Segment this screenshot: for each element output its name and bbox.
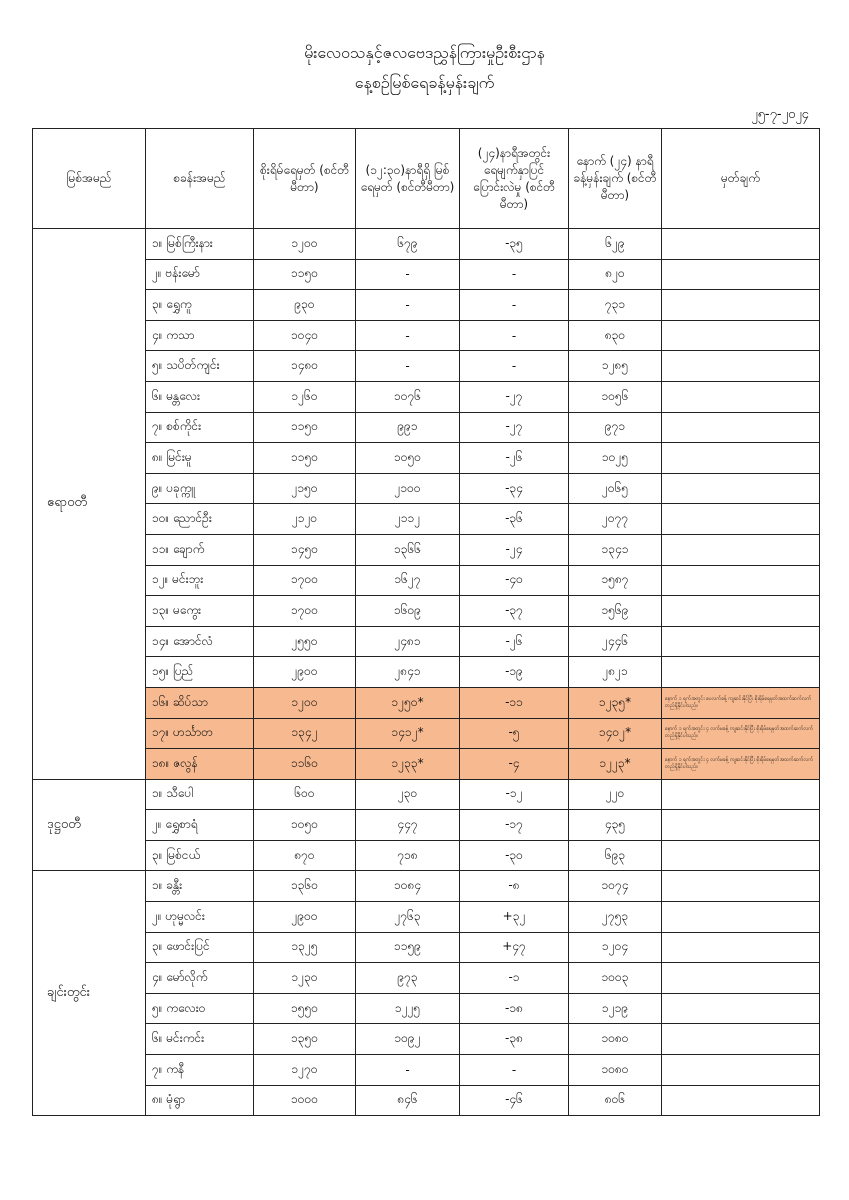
remarks-cell [662, 657, 820, 688]
station-name-cell: ၁၄။ အောင်လံ [146, 626, 254, 657]
table-row [33, 443, 820, 474]
forecast-cell: ၈၀၆ [569, 1085, 662, 1116]
table-row [33, 902, 820, 933]
table-row [33, 1055, 820, 1086]
station-name-cell: ၄။ ကသာ [146, 320, 254, 351]
danger-level-cell: ၁၁၅၀ [254, 412, 356, 443]
forecast-cell: ၁၄၀၂* [569, 718, 662, 749]
table-row [33, 504, 820, 535]
danger-level-cell: ၁၂၀၀ [254, 229, 356, 260]
danger-level-cell: ၁၂၆၀ [254, 381, 356, 412]
remarks-cell [662, 1085, 820, 1116]
remarks-cell: နောက် ၁ ရက်အတွင်း ပေလက်ခန့် ကျဆင်းနိုင်ပြီး စိုးရိမ်ရေမှတ်အထက်ဆက်လက်တည်ရှိနိုင်ပါသည်။ [662, 687, 820, 718]
forecast-cell: ၂၀၇၇ [569, 504, 662, 535]
forecast-cell: ၂၀၆၅ [569, 473, 662, 504]
station-name-cell: ၉။ ပခုက္ကူ [146, 473, 254, 504]
current-level-cell: ၇၁၈ [356, 840, 460, 871]
level-change-cell: -၂၄ [460, 534, 569, 565]
forecast-cell: ၈၃၀ [569, 320, 662, 351]
station-name-cell: ၃။ ဖောင်းပြင် [146, 932, 254, 963]
station-name-cell: ၁၅။ ပြည် [146, 657, 254, 688]
station-name-cell: ၃။ ရွှေကူ [146, 290, 254, 321]
level-change-cell: -၄၀ [460, 565, 569, 596]
table-row [33, 840, 820, 871]
level-change-cell: -၁၁ [460, 687, 569, 718]
station-name-cell: ၁။ မြစ်ကြီးနား [146, 229, 254, 260]
level-change-cell: -၃၅ [460, 229, 569, 260]
remarks-cell [662, 963, 820, 994]
current-level-cell: ၆၇၉ [356, 229, 460, 260]
current-level-cell: ၉၇၃ [356, 963, 460, 994]
danger-level-cell: ၁၇၀၀ [254, 596, 356, 627]
current-level-cell: ၁၃၆၆ [356, 534, 460, 565]
station-name-cell: ၈။ မြင်းမူ [146, 443, 254, 474]
page-subtitle: နေ့စဉ်မြစ်ရေခန့်မှန်းချက် [354, 73, 495, 92]
forecast-cell: ၁၂၁၉ [569, 993, 662, 1024]
forecast-cell: ၂၇၅၃ [569, 902, 662, 933]
current-level-cell: ၁၀၈၄ [356, 871, 460, 902]
station-name-cell: ၁၇။ ဟင်္သာတ [146, 718, 254, 749]
table-row [33, 810, 820, 841]
page-title: မိုးလေဝသနှင့်ဇလဗေဒညွှန်ကြားမှုဦးစီးဌာန [304, 43, 545, 62]
station-name-cell: ၂။ ဗန်းမော် [146, 259, 254, 290]
col-header-remarks: မှတ်ချက် [662, 129, 820, 229]
forecast-cell: ၂၄၄၆ [569, 626, 662, 657]
forecast-cell: ၆၂၉ [569, 229, 662, 260]
current-level-cell: ၁၁၅၉ [356, 932, 460, 963]
level-change-cell: +၃၂ [460, 902, 569, 933]
table-row [33, 963, 820, 994]
station-name-cell: ၁၁။ ချောက် [146, 534, 254, 565]
current-level-cell: ၁၂၂၅ [356, 993, 460, 1024]
remarks-cell [662, 626, 820, 657]
table-row [33, 687, 820, 718]
remarks-cell: နောက် ၁ ရက်အတွင်း ၄ လက်မခန့် ကျဆင်းနိုင်ပြီး စိုးရိမ်ရေမှတ်အထက်ဆက်လက်တည်ရှိနိုင်ပါသည်။ [662, 718, 820, 749]
level-change-cell: -၁၂ [460, 779, 569, 810]
station-name-cell: ၁။ သီပေါ [146, 779, 254, 810]
remarks-cell [662, 259, 820, 290]
level-change-cell: -၂၇ [460, 381, 569, 412]
forecast-cell: ၁၂၂၃* [569, 749, 662, 780]
station-name-cell: ၁၆။ ဆိပ်သာ [146, 687, 254, 718]
forecast-cell: ၂၂၀ [569, 779, 662, 810]
remarks-cell [662, 596, 820, 627]
level-change-cell: -၃၇ [460, 596, 569, 627]
level-change-cell: - [460, 351, 569, 382]
level-change-cell: -၂၇ [460, 412, 569, 443]
station-name-cell: ၆။ မင်းကင်း [146, 1024, 254, 1055]
current-level-cell: ၂၄၈၁ [356, 626, 460, 657]
col-header-current-level: (၁၂:၃၀)နာရီရှိ မြစ်ရေမှတ် (စင်တီမီတာ) [356, 129, 460, 229]
remarks-cell [662, 902, 820, 933]
table-row [33, 259, 820, 290]
forecast-cell: ၁၀၅၆ [569, 381, 662, 412]
station-name-cell: ၁။ ခန္တီး [146, 871, 254, 902]
station-name-cell: ၅။ ကလေးဝ [146, 993, 254, 1024]
current-level-cell: ၈၄၆ [356, 1085, 460, 1116]
danger-level-cell: ၁၀၀၀ [254, 1085, 356, 1116]
current-level-cell: ၁၆၀၉ [356, 596, 460, 627]
current-level-cell: ၁၀၉၂ [356, 1024, 460, 1055]
level-change-cell: -၃၈ [460, 1024, 569, 1055]
table-row [33, 565, 820, 596]
remarks-cell [662, 993, 820, 1024]
station-name-cell: ၆။ မန္တလေး [146, 381, 254, 412]
current-level-cell: ၂၁၁၂ [356, 504, 460, 535]
station-name-cell: ၇။ စစ်ကိုင်း [146, 412, 254, 443]
col-header-change: (၂၄)နာရီအတွင်း ရေမျက်နှာပြင် ပြောင်းလဲမှု (စင်တီမီတာ) [460, 129, 569, 229]
danger-level-cell: ၈၇၀ [254, 840, 356, 871]
level-change-cell: -၁၈ [460, 993, 569, 1024]
current-level-cell: - [356, 1055, 460, 1086]
level-change-cell: - [460, 320, 569, 351]
report-date: ၂၅-၇-၂၀၂၄ [751, 107, 809, 122]
table-row [33, 932, 820, 963]
current-level-cell: ၄၄၇ [356, 810, 460, 841]
forecast-cell: ၁၃၄၁ [569, 534, 662, 565]
remarks-cell [662, 932, 820, 963]
table-row [33, 1085, 820, 1116]
remarks-cell [662, 229, 820, 260]
table-row [33, 534, 820, 565]
danger-level-cell: ၂၅၅၀ [254, 626, 356, 657]
current-level-cell: - [356, 259, 460, 290]
forecast-cell: ၁၀၇၄ [569, 871, 662, 902]
river-name-cell: ချင်းတွင်း [33, 871, 146, 1116]
table-row [33, 749, 820, 780]
danger-level-cell: ၁၃၅၀ [254, 1024, 356, 1055]
remarks-cell [662, 779, 820, 810]
level-change-cell: -၄ [460, 749, 569, 780]
table-row [33, 993, 820, 1024]
forecast-cell: ၂၈၂၁ [569, 657, 662, 688]
table-row [33, 229, 820, 260]
table-row [33, 381, 820, 412]
table-row [33, 779, 820, 810]
remarks-cell [662, 290, 820, 321]
level-change-cell: -၁၉ [460, 657, 569, 688]
forecast-cell: ၆၉၃ [569, 840, 662, 871]
remarks-cell [662, 1024, 820, 1055]
forecast-cell: ၁၂၀၄ [569, 932, 662, 963]
level-change-cell: -၁ [460, 963, 569, 994]
danger-level-cell: ၂၁၂၀ [254, 504, 356, 535]
current-level-cell: ၁၀၅၀ [356, 443, 460, 474]
remarks-cell [662, 351, 820, 382]
table-row [33, 473, 820, 504]
danger-level-cell: ၉၃၀ [254, 290, 356, 321]
danger-level-cell: ၁၂၇၀ [254, 1055, 356, 1086]
table-row [33, 596, 820, 627]
current-level-cell: ၂၁၀၀ [356, 473, 460, 504]
station-name-cell: ၅။ သပိတ်ကျင်း [146, 351, 254, 382]
current-level-cell: ၂၃၀ [356, 779, 460, 810]
remarks-cell [662, 473, 820, 504]
forecast-cell: ၁၅၈၇ [569, 565, 662, 596]
current-level-cell: ၂၇၆၃ [356, 902, 460, 933]
station-name-cell: ၄။ မော်လိုက် [146, 963, 254, 994]
danger-level-cell: ၁၂၀၀ [254, 687, 356, 718]
level-change-cell: -၄၆ [460, 1085, 569, 1116]
station-name-cell: ၁၈။ ဇလွန် [146, 749, 254, 780]
remarks-cell [662, 381, 820, 412]
remarks-cell [662, 565, 820, 596]
remarks-cell [662, 810, 820, 841]
current-level-cell: ၁၀၇၆ [356, 381, 460, 412]
current-level-cell: - [356, 290, 460, 321]
remarks-cell [662, 1055, 820, 1086]
current-level-cell: ၂၈၄၁ [356, 657, 460, 688]
forecast-cell: ၁၀၈၀ [569, 1024, 662, 1055]
station-name-cell: ၃။ မြစ်ငယ် [146, 840, 254, 871]
table-row [33, 320, 820, 351]
col-header-river: မြစ်အမည် [33, 129, 146, 229]
forecast-cell: ၄၃၅ [569, 810, 662, 841]
danger-level-cell: ၁၇၀၀ [254, 565, 356, 596]
station-name-cell: ၂။ ဟုမ္မလင်း [146, 902, 254, 933]
level-change-cell: -၂၆ [460, 443, 569, 474]
level-change-cell: - [460, 259, 569, 290]
forecast-cell: ၁၅၆၉ [569, 596, 662, 627]
danger-level-cell: ၂၁၅၀ [254, 473, 356, 504]
danger-level-cell: ၁၃၆၀ [254, 871, 356, 902]
col-header-danger-level: စိုးရိမ်ရေမှတ် (စင်တီမီတာ) [254, 129, 356, 229]
river-name-cell: ဒုဋ္ဌဝတီ [33, 779, 146, 871]
river-forecast-table [32, 128, 820, 1116]
remarks-cell: နောက် ၁ ရက်အတွင်း ၄ လက်မခန့် ကျဆင်းနိုင်ပြီး စိုးရိမ်ရေမှတ်အထက်ဆက်လက်တည်ရှိနိုင်ပါသည်။ [662, 749, 820, 780]
current-level-cell: ၁၄၁၂* [356, 718, 460, 749]
col-header-station: စခန်းအမည် [146, 129, 254, 229]
table-row [33, 657, 820, 688]
table-row [33, 626, 820, 657]
current-level-cell: - [356, 320, 460, 351]
remarks-cell [662, 504, 820, 535]
level-change-cell: -၈ [460, 871, 569, 902]
remarks-cell [662, 840, 820, 871]
station-name-cell: ၂။ ရွှေစာရံ [146, 810, 254, 841]
danger-level-cell: ၁၁၅၀ [254, 259, 356, 290]
danger-level-cell: ၁၁၆၀ [254, 749, 356, 780]
level-change-cell: - [460, 1055, 569, 1086]
level-change-cell: -၁၇ [460, 810, 569, 841]
river-name-cell: ဧရာဝတီ [33, 229, 146, 780]
current-level-cell: ၁၂၃၃* [356, 749, 460, 780]
station-name-cell: ၁၂။ မင်းဘူး [146, 565, 254, 596]
forecast-cell: ၁၀၀၃ [569, 963, 662, 994]
danger-level-cell: ၆၀၀ [254, 779, 356, 810]
forecast-cell: ၉၇၁ [569, 412, 662, 443]
level-change-cell: -၃၀ [460, 840, 569, 871]
danger-level-cell: ၂၉၀၀ [254, 657, 356, 688]
forecast-cell: ၁၀၂၅ [569, 443, 662, 474]
col-header-forecast: နောက် (၂၄) နာရီ ခန့်မှန်းချက် (စင်တီမီတာ) [569, 129, 662, 229]
current-level-cell: ၁၆၂၇ [356, 565, 460, 596]
level-change-cell: -၅ [460, 718, 569, 749]
current-level-cell: ၁၂၅၀* [356, 687, 460, 718]
level-change-cell: +၄၇ [460, 932, 569, 963]
danger-level-cell: ၁၅၅၀ [254, 993, 356, 1024]
danger-level-cell: ၁၂၃၀ [254, 963, 356, 994]
danger-level-cell: ၁၄၅၀ [254, 534, 356, 565]
danger-level-cell: ၁၀၅၀ [254, 810, 356, 841]
forecast-cell: ၇၃၁ [569, 290, 662, 321]
current-level-cell: - [356, 351, 460, 382]
level-change-cell: -၃၄ [460, 473, 569, 504]
remarks-cell [662, 412, 820, 443]
station-name-cell: ၈။ မုံရွာ [146, 1085, 254, 1116]
forecast-cell: ၁၂၈၅ [569, 351, 662, 382]
table-row [33, 412, 820, 443]
danger-level-cell: ၁၄၈၀ [254, 351, 356, 382]
danger-level-cell: ၁၃၂၅ [254, 932, 356, 963]
danger-level-cell: ၁၀၄၀ [254, 320, 356, 351]
level-change-cell: - [460, 290, 569, 321]
table-row [33, 1024, 820, 1055]
remarks-cell [662, 534, 820, 565]
station-name-cell: ၁၃။ မကွေး [146, 596, 254, 627]
station-name-cell: ၇။ ကနီ [146, 1055, 254, 1086]
level-change-cell: -၃၆ [460, 504, 569, 535]
table-body [33, 229, 820, 1116]
table-row [33, 290, 820, 321]
table-row [33, 718, 820, 749]
remarks-cell [662, 443, 820, 474]
station-name-cell: ၁၀။ ညောင်ဦး [146, 504, 254, 535]
danger-level-cell: ၂၉၀၀ [254, 902, 356, 933]
remarks-cell [662, 320, 820, 351]
table-row [33, 351, 820, 382]
table-header-row [33, 129, 820, 229]
forecast-cell: ၁၀၈၀ [569, 1055, 662, 1086]
level-change-cell: -၂၆ [460, 626, 569, 657]
current-level-cell: ၉၉၁ [356, 412, 460, 443]
danger-level-cell: ၁၁၅၀ [254, 443, 356, 474]
forecast-cell: ၁၂၃၅* [569, 687, 662, 718]
remarks-cell [662, 871, 820, 902]
forecast-cell: ၈၂၀ [569, 259, 662, 290]
danger-level-cell: ၁၃၄၂ [254, 718, 356, 749]
table-row [33, 871, 820, 902]
